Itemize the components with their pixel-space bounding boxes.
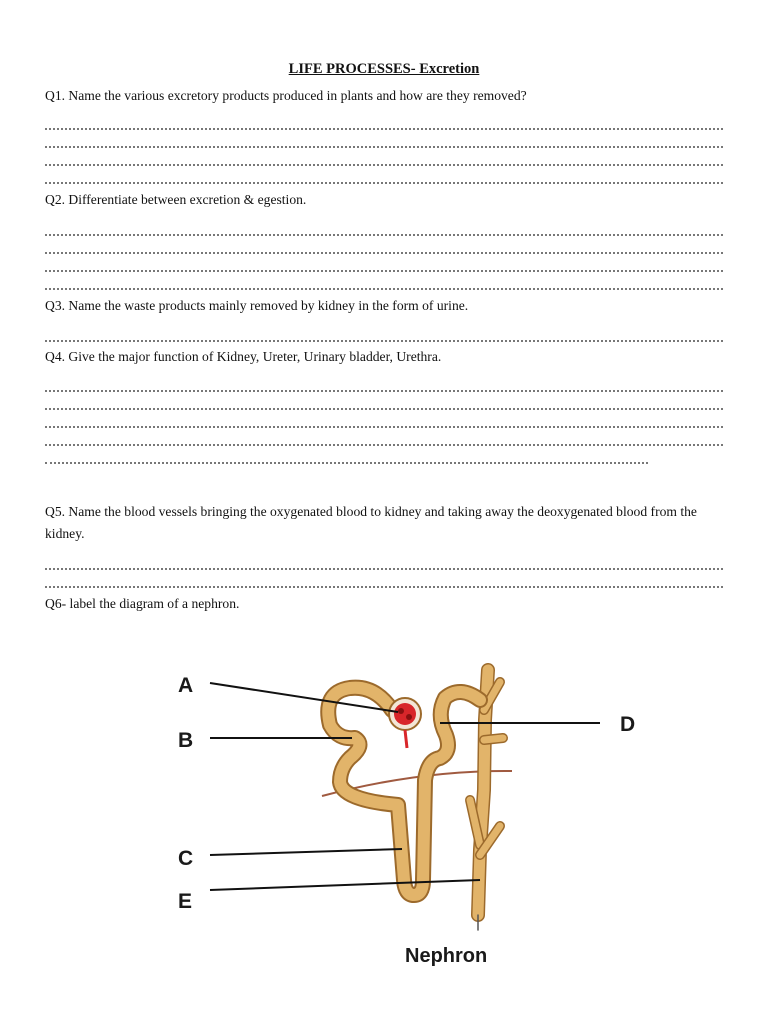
glomerulus (389, 698, 421, 748)
question-6: Q6- label the diagram of a nephron. (45, 596, 240, 611)
answer-line[interactable] (45, 286, 723, 292)
diagram-caption: Nephron (405, 945, 488, 967)
question-3: Q3. Name the waste products mainly removed by kidney in the form of urine. (45, 298, 469, 313)
answer-line[interactable] (45, 406, 723, 412)
answer-line[interactable] (45, 180, 723, 186)
answer-line[interactable] (45, 460, 648, 466)
question-5: Q5. Name the blood vessels bringing the oxygenated blood to kidney and taking away the deoxygenated blood from the kidney. (45, 504, 697, 541)
label-d: D (620, 713, 636, 736)
answer-line[interactable] (45, 268, 723, 274)
question-4: Q4. Give the major function of Kidney, Ureter, Urinary bladder, Urethra. (45, 349, 442, 364)
worksheet-title: LIFE PROCESSES- Excretion (288, 61, 480, 77)
label-b: B (178, 729, 194, 752)
label-a: A (178, 674, 194, 697)
answer-line[interactable] (45, 388, 723, 394)
answer-line[interactable] (45, 126, 723, 132)
answer-line[interactable] (45, 250, 723, 256)
answer-line[interactable] (45, 424, 723, 430)
label-c: C (178, 847, 194, 870)
answer-line[interactable] (45, 338, 723, 344)
question-1: Q1. Name the various excretory products produced in plants and how are they removed? (45, 88, 527, 103)
label-e: E (178, 890, 193, 913)
answer-line[interactable] (45, 584, 723, 590)
answer-line[interactable] (45, 232, 723, 238)
question-2: Q2. Differentiate between excretion & egestion. (45, 192, 307, 207)
nephron-diagram (0, 640, 768, 990)
collecting-duct (470, 670, 503, 930)
answer-line[interactable] (45, 442, 723, 448)
answer-line[interactable] (45, 144, 723, 150)
answer-line[interactable] (45, 566, 723, 572)
answer-line[interactable] (45, 162, 723, 168)
